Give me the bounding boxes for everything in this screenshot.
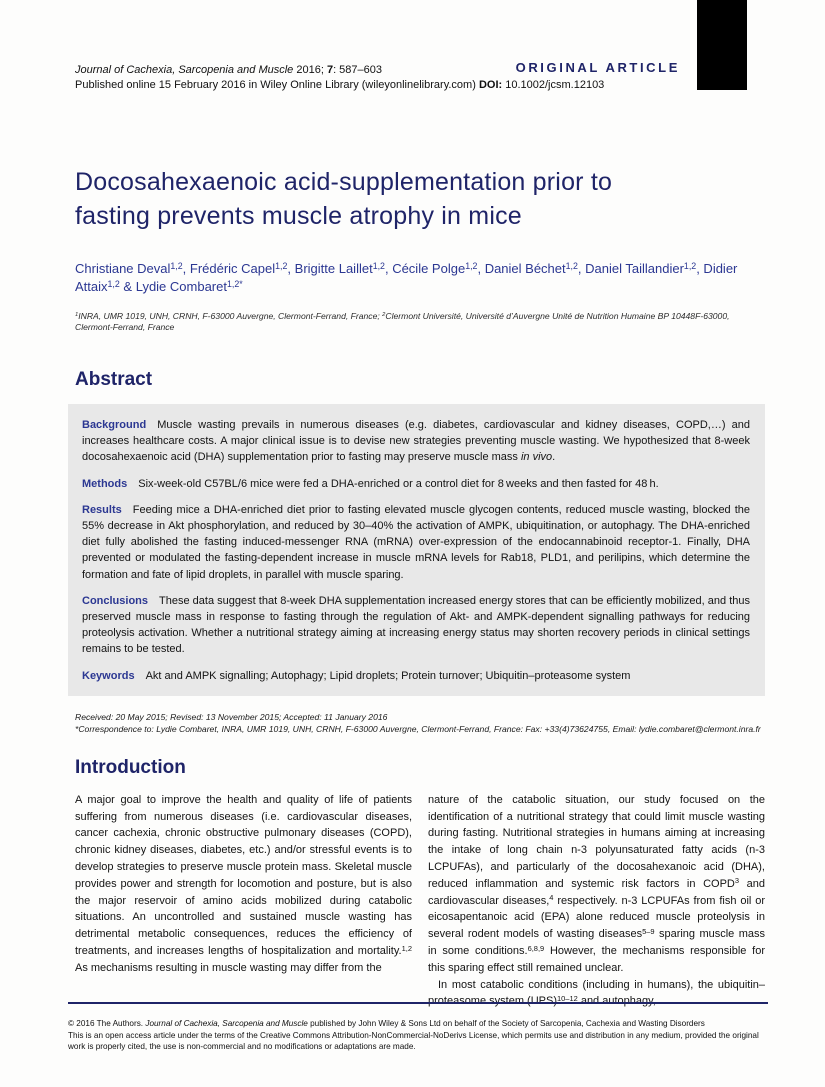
abstract-results: Results Feeding mice a DHA-enriched diet prior to fasting elevated muscle glycogen contents, reduced muscle wasting, blocked the 55% decrease in Akt phosphorylation, and reduced by 30–40% the activation of AMPK, ubiquitination, or autophagy. The DHA-enriched diet fully abolished the fasting induced-messenger RNA (mRNA) over-expression of the endocannabinoid receptor-1. Finally, DHA prevented or modulated the fasting-dependent increase in muscle mRNA levels for Rab18, PLD1, and perilipins, which determine the formation and fate of lipid droplets, in parallel with muscle sparing. <box>82 503 750 581</box>
abstract-heading: Abstract <box>75 369 153 390</box>
journal-header <box>75 63 604 93</box>
intro-paragraph: A major goal to improve the health and quality of life of patients suffering from numerous diseases (i.e. cardiovascular diseases, cancer cachexia, chronic obstructive pulmonary diseases (COPD), chronic kidney diseases, diabetes, etc.) and/or stressful events is to develop strategies to preserve muscle protein mass. Skeletal muscle provides power and strength for locomotion and posture, but is also the major reservoir of amino acids mobilized during catabolic situations. An uncontrolled and sustained muscle wasting has detrimental metabolic consequences, reduces the efficiency of treatments, and increases lengths of hospitalization and mortality.$^{1,2}$ As mechanisms resulting in muscle wasting may differ from the <box>75 793 412 974</box>
corner-black-box <box>697 0 747 90</box>
abstract-conclusions: Conclusions These data suggest that 8-week DHA supplementation increased energy stores that can be efficiently mobilized, and thus preserved muscle mass in response to fasting through the regulation of Akt- and AMPK-dependent signalling pathways for reducing proteolysis activation. Whether a nutritional strategy aiming at increasing energy status may shorten recovery periods in clinical settings remains to be tested. <box>82 594 750 656</box>
received-line: Received: 20 May 2015; Revised: 13 November 2015; Accepted: 11 January 2016 <box>75 711 388 722</box>
article-title-line2: fasting prevents muscle atrophy in mice <box>75 202 522 230</box>
abstract-background: Background Muscle wasting prevails in numerous diseases (e.g. diabetes, cardiovascular and kidney diseases, COPD,…) and increases healthcare costs. A major clinical issue is to devise new strategies preventing muscle wasting. We hypothesized that 8-week docosahexaenoic acid (DHA) supplementation prior to fasting may preserve muscle mass in vivo. <box>82 419 750 464</box>
article-type-label: ORIGINAL ARTICLE <box>515 60 680 75</box>
abstract-box <box>68 404 765 696</box>
license-line: This is an open access article under the terms of the Creative Commons Attribution-NonCommercial-NoDerivs License, which permits use and distribution in any medium, provided the original work is properly cited, the use is non-commercial and no modifications or adaptations are made. <box>68 1030 759 1051</box>
correspondence-line: *Correspondence to: Lydie Combaret, INRA, UMR 1019, UNH, CRNH, F-63000 Auvergne, Clermont-Ferrand, France: Fax: +33(4)73624755, Email: lydie.combaret@clermont.inra.fr <box>75 723 761 734</box>
article-title <box>75 165 765 233</box>
intro-paragraph: nature of the catabolic situation, our study focused on the identification of a nutritional strategy that could limit muscle wasting during fasting. Nutritional strategies in humans aiming at increasing the intake of long chain n-3 polyunsaturated fatty acids (n-3 LCPUFAs), and particularly of the docosahexanoic acid (DHA), reduced inflammation and systemic risk factors in COPD$^3$ and cardiovascular diseases,$^4$ respectively. n-3 LCPUFAs from fish oil or eicosapentanoic acid (EPA) alone reduced muscle proteolysis in several rodent models of wasting diseases$^{5-9}$ sparing muscle mass in some conditions.$^{6,8,9}$ However, the mechanisms responsible for this sparing effect still remained unclear. <box>428 793 765 974</box>
published-doi-line: Published online 15 February 2016 in Wiley Online Library (wileyonlinelibrary.com) DOI: 10.1002/jcsm.12103 <box>75 79 605 91</box>
abstract-keywords: Keywords Akt and AMPK signalling; Autophagy; Lipid droplets; Protein turnover; Ubiquitin–proteasome system <box>82 669 631 682</box>
intro-left-column <box>75 792 412 1010</box>
page-footer <box>68 1002 768 1053</box>
main-content <box>75 165 765 1010</box>
intro-paragraph: In most catabolic conditions (including in humans), the ubiquitin–proteasome system (UPS)$^{10-12}$ and autophagy, <box>428 978 765 1008</box>
abstract-methods: Methods Six-week-old C57BL/6 mice were fed a DHA-enriched or a control diet for 8 weeks and then fasted for 48 h. <box>82 477 659 490</box>
author-list: Christiane Deval$^{1,2}$, Frédéric Capel$^{1,2}$, Brigitte Laillet$^{1,2}$, Cécile Polge$^{1,2}$, Daniel Béchet$^{1,2}$, Daniel Taillandier$^{1,2}$, Didier Attaix$^{1,2}$ & Lydie Combaret$^{1,2*}$ <box>75 261 738 294</box>
journal-citation-line: Journal of Cachexia, Sarcopenia and Muscle 2016; 7: 587–603 <box>75 64 382 76</box>
introduction-heading: Introduction <box>75 756 186 778</box>
article-title-line1: Docosahexaenoic acid-supplementation prior to <box>75 168 613 196</box>
introduction-columns <box>75 792 765 1010</box>
affiliations: $^1$INRA, UMR 1019, UNH, CRNH, F-63000 Auvergne, Clermont-Ferrand, France; $^2$Clermont Université, Université d’Auvergne Unité de Nutrition Humaine BP 10448F-63000, Clermont-Ferrand, France <box>75 311 730 332</box>
intro-right-column <box>428 792 765 1010</box>
article-dates <box>75 711 765 735</box>
copyright-line: © 2016 The Authors. Journal of Cachexia, Sarcopenia and Muscle published by John Wiley & Sons Ltd on behalf of the Society of Sarcopenia, Cachexia and Wasting Disorders <box>68 1019 705 1028</box>
